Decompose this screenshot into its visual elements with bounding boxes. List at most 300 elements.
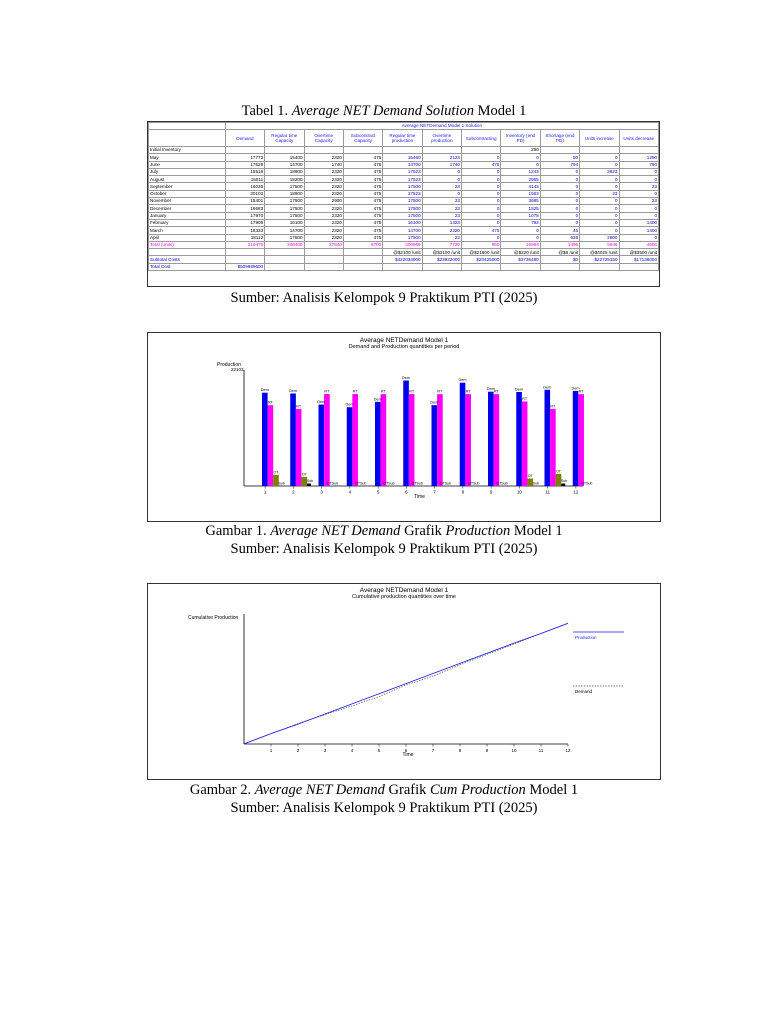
table-cell: 1740 [304, 161, 343, 168]
table-cell: 0 [580, 205, 619, 212]
table-cell: 23 [422, 212, 461, 219]
table-cell: 0 [422, 168, 461, 175]
table-cell [225, 147, 264, 154]
overtime-bar-label: OT [301, 472, 307, 477]
table-cell: 15401 [225, 198, 264, 205]
demand-bar [516, 392, 522, 486]
chart2-ylabel: Cumulative Production [188, 615, 239, 621]
demand-bar [347, 407, 353, 486]
table-cell: 19683 [225, 205, 264, 212]
chart1-x-tick-label: 8 [461, 489, 465, 495]
table-cell: 2823 [580, 168, 619, 175]
chart2-x-tick-label: 11 [538, 748, 544, 753]
regular-time-bar [494, 394, 500, 486]
table-cell: 23 [619, 183, 659, 190]
table-cell [383, 147, 422, 154]
table-cell: 0 [619, 205, 659, 212]
table-cell [343, 147, 382, 154]
regular-bar-label: RT [550, 404, 556, 409]
table-cell: 792 [501, 219, 540, 226]
regular-time-bar [550, 409, 556, 486]
table-cell: 475 [343, 219, 382, 226]
table-cell: 17909 [225, 219, 264, 226]
table-cell: 17523 [383, 176, 422, 183]
table-cell: 1078 [501, 212, 540, 219]
table-header-cell: Subcontracting [462, 130, 501, 147]
table-cell: 17629 [225, 161, 264, 168]
subtotal-cell: $17136000 [619, 256, 659, 263]
table-cell [304, 263, 343, 270]
demand-bar-label: Dem [486, 387, 495, 392]
table-cell: 16100 [383, 219, 422, 226]
chart1-x-tick-label: 2 [292, 489, 295, 495]
regular-time-bar [268, 405, 274, 486]
row-label: May [149, 154, 226, 161]
overtime-bar-label: OTSub [439, 481, 452, 486]
table-cell: 0 [540, 219, 579, 226]
table-cell: 2123 [422, 154, 461, 161]
totals-row [149, 241, 659, 248]
table-cell: 475 [343, 183, 382, 190]
table-cell: 0 [580, 227, 619, 234]
production-line [244, 623, 568, 743]
table-cell: 23 [580, 190, 619, 197]
table-cell [462, 263, 501, 270]
demand-bar-label: Dem [345, 402, 354, 407]
table-cell: 15400 [265, 154, 304, 161]
subcontract-bar-label: Sub [532, 481, 540, 486]
table-cell: 18333 [225, 227, 264, 234]
chart2-xlabel: Time [402, 752, 414, 758]
table-cell: 2320 [304, 190, 343, 197]
totals-cell: 1496 [540, 241, 579, 248]
overtime-bar-label: OT [556, 469, 561, 474]
chart1-source: Sumber: Analisis Kelompok 9 Praktikum PTI (2025) [230, 541, 538, 557]
chart2-x-tick-label: 3 [323, 748, 327, 753]
table-cell: 2900 [304, 198, 343, 205]
table-cell: 0 [501, 227, 540, 234]
table-cell: 1563 [501, 190, 540, 197]
chart2-caption-italic-b: Cum Production [430, 782, 526, 798]
table-cell [265, 147, 304, 154]
chart1-caption-italic-a: Average NET Demand [270, 523, 401, 539]
regular-bar-label: RT [409, 389, 415, 394]
unit-cost-cell [304, 249, 343, 256]
chart1-x-tick-label: 9 [489, 489, 493, 495]
table-cell: 17500 [383, 234, 422, 241]
table-row [149, 154, 659, 161]
table-cell: 18200 [265, 176, 304, 183]
overtime-bar-label: OT [527, 474, 533, 479]
overtime-bar-label: OT [273, 470, 279, 475]
table-cell: 475 [343, 190, 382, 197]
table-cell: 0 [619, 190, 659, 197]
table-cell: 23 [422, 205, 461, 212]
table-cell: 50 [540, 154, 579, 161]
table-cell: 475 [343, 168, 382, 175]
table-caption-prefix: Tabel 1. [241, 103, 289, 119]
production-bar-chart-svg [148, 333, 660, 521]
table-cell: 0 [501, 234, 540, 241]
chart1-caption-italic-b: Production [445, 523, 511, 539]
table-cell: 2320 [304, 227, 343, 234]
table-cell: 0 [619, 212, 659, 219]
table-cell: 17500 [265, 198, 304, 205]
table-cell: 23 [422, 183, 461, 190]
demand-bar [262, 393, 268, 486]
table-cell: 1400 [619, 227, 659, 234]
table-cell: 0 [462, 154, 501, 161]
subtotal-row [149, 256, 659, 263]
cumulative-line-chart-svg [148, 584, 660, 779]
table-cell: 0 [462, 168, 501, 175]
unit-cost-row [149, 249, 659, 256]
table-header-row [149, 130, 659, 147]
table-row [149, 205, 659, 212]
chart1-x-tick-label: 1 [263, 489, 267, 495]
regular-time-bar [381, 394, 387, 486]
table-cell: 1740 [422, 161, 461, 168]
table-cell: 14700 [265, 227, 304, 234]
table-cell: 1250 [619, 154, 659, 161]
table-header-cell: Overtime production [422, 130, 461, 147]
table-cell: 15516 [225, 168, 264, 175]
overtime-bar-label: OTSub [496, 481, 508, 486]
table-cell: 20103 [225, 190, 264, 197]
table-cell [422, 147, 461, 154]
table-cell: 14700 [383, 161, 422, 168]
regular-time-bar [296, 409, 302, 486]
row-label: October [149, 190, 226, 197]
chart1-caption-prefix: Gambar 1. [205, 523, 267, 539]
table-cell: 0 [540, 205, 579, 212]
total-cost-row [149, 263, 659, 270]
table-cell: 17773 [225, 154, 264, 161]
table-cell: 0 [580, 219, 619, 226]
chart1-xlabel: Time [414, 494, 425, 500]
demand-bar [375, 402, 381, 486]
chart2-caption-suffix: Model 1 [529, 782, 579, 798]
chart2-title: Average NETDemand Model 1 [359, 587, 449, 594]
table-cell: 17523 [383, 168, 422, 175]
regular-bar-label: RT [522, 397, 528, 402]
total-cost-label: Total Cost [149, 263, 226, 270]
table-cell: 0 [580, 212, 619, 219]
table-cell: 0 [540, 198, 579, 205]
demand-bar [460, 383, 466, 486]
chart1-subtitle: Demand and Production quantities per period [348, 344, 460, 350]
regular-bar-label: RT [352, 389, 358, 394]
demand-bar [319, 405, 325, 486]
demand-bar-label: Dem [571, 386, 580, 391]
solution-table [148, 122, 659, 271]
row-label: April [149, 234, 226, 241]
table-cell: 17523 [383, 190, 422, 197]
regular-bar-label: RT [296, 404, 302, 409]
total-cost-value: $509989600 [225, 263, 264, 270]
regular-bar-label: RT [578, 389, 584, 394]
chart2-caption-middle: Grafik [388, 782, 427, 798]
table-cell [580, 147, 619, 154]
chart2-caption-prefix: Gambar 2. [189, 782, 252, 798]
chart1-x-tick-label: 5 [376, 489, 380, 495]
subtotal-cell: $422034900 [383, 256, 422, 263]
row-label: November [149, 198, 226, 205]
demand-bar [403, 380, 409, 486]
table-cell: 0 [580, 154, 619, 161]
table-cell: 17500 [383, 183, 422, 190]
row-label: March [149, 227, 226, 234]
table-cell: 790 [619, 161, 659, 168]
table-cell: 0 [540, 183, 579, 190]
table-cell: 0 [422, 190, 461, 197]
table-cell: 475 [462, 227, 501, 234]
table-cell: 2320 [422, 227, 461, 234]
table-title-spacer [149, 123, 226, 130]
demand-bar-label: Dem [317, 400, 326, 405]
table-cell: 1400 [619, 219, 659, 226]
table-header-cell: Units decrease [619, 130, 659, 147]
table-cell: 1525 [501, 205, 540, 212]
table-cell: 2320 [304, 154, 343, 161]
chart2-caption-italic-a: Average NET Demand [254, 782, 385, 798]
row-label: September [149, 183, 226, 190]
table-cell: 2320 [304, 205, 343, 212]
row-label: July [149, 168, 226, 175]
table-cell [304, 147, 343, 154]
subtotal-label: Subtotal Costs [149, 256, 226, 263]
demand-bar [488, 392, 494, 486]
table-cell: 0 [501, 161, 540, 168]
row-label: August [149, 176, 226, 183]
demand-bar [545, 390, 551, 486]
totals-cell: 16984 [501, 241, 540, 248]
totals-cell: 210475 [225, 241, 264, 248]
table-header-cell: Overtime Capacity [304, 130, 343, 147]
table-cell: 475 [343, 154, 382, 161]
chart2-x-tick-label: 12 [565, 748, 571, 753]
table-cell: 0 [540, 168, 579, 175]
table-cell: 15011 [225, 176, 264, 183]
solution-table-frame [147, 121, 660, 287]
demand-bar-label: Dem [289, 388, 298, 393]
table-cell: 475 [343, 212, 382, 219]
table-cell: 0 [580, 176, 619, 183]
table-cell: 3685 [501, 198, 540, 205]
table-cell: 0 [619, 176, 659, 183]
table-cell: 2320 [304, 212, 343, 219]
table-cell: 475 [343, 161, 382, 168]
demand-bar-label: Dem [430, 400, 439, 405]
table-cell: 23 [422, 198, 461, 205]
table-cell [619, 147, 659, 154]
production-bar-chart [147, 332, 661, 522]
overtime-bar-label: OTSub [581, 481, 593, 486]
table-cell [422, 263, 461, 270]
table-cell: 0 [462, 176, 501, 183]
table-row [149, 168, 659, 175]
table-cell [462, 147, 501, 154]
chart1-x-tick-label: 11 [545, 489, 550, 495]
totals-cell: 4506 [619, 241, 659, 248]
table-cell: 2800 [580, 234, 619, 241]
overtime-bar-label: OTSub [355, 481, 367, 486]
chart2-x-tick-label: 9 [485, 748, 489, 753]
chart2-x-tick-label: 1 [269, 748, 273, 753]
table-cell: 17970 [225, 212, 264, 219]
table-caption-italic: Average NET Demand Solution [291, 103, 474, 119]
table-cell [343, 263, 382, 270]
totals-cell: 7720 [422, 241, 461, 248]
subtotal-cell: $3736480 [501, 256, 540, 263]
regular-bar-label: RT [465, 389, 471, 394]
table-cell [501, 263, 540, 270]
row-label: December [149, 205, 226, 212]
subcontract-bar [307, 484, 311, 486]
demand-bar [432, 405, 438, 486]
regular-time-bar [352, 394, 358, 486]
table-cell: 17500 [383, 198, 422, 205]
regular-bar-label: RT [380, 389, 386, 394]
regular-bar-label: RT [437, 389, 443, 394]
totals-cell: 27840 [304, 241, 343, 248]
subcontract-bar-label: Sub [560, 479, 568, 484]
table-cell: 18900 [265, 190, 304, 197]
table-caption [0, 103, 768, 120]
subcontract-bar-label: Sub [278, 481, 285, 486]
chart1-x-tick-label: 10 [516, 489, 522, 495]
table-cell: 18900 [265, 168, 304, 175]
table-cell: 17500 [265, 183, 304, 190]
table-cell: 0 [462, 212, 501, 219]
table-cell: 0 [540, 190, 579, 197]
table-cell: 0 [462, 198, 501, 205]
demand-bar-label: Dem [543, 385, 552, 390]
legend-demand-label: Demand [575, 689, 593, 694]
regular-bar-label: RT [267, 400, 273, 405]
table-cell [619, 263, 659, 270]
subtotal-cell [265, 256, 304, 263]
table-cell: 0 [619, 168, 659, 175]
chart1-caption [0, 523, 768, 540]
legend-production-label: Production [575, 635, 597, 640]
subtotal-cell [304, 256, 343, 263]
table-header-cell: Regular time production [383, 130, 422, 147]
chart1-x-tick-label: 12 [573, 489, 579, 495]
overtime-bar-label: OTSub [383, 481, 395, 486]
table-cell: 0 [580, 198, 619, 205]
regular-time-bar [578, 394, 584, 486]
table-cell: 2320 [304, 168, 343, 175]
unit-cost-cell [265, 249, 304, 256]
subtotal-cell: $22725150 [580, 256, 619, 263]
table-cell: 17500 [265, 234, 304, 241]
table-row [149, 176, 659, 183]
table-cell: 0 [540, 176, 579, 183]
regular-time-bar [465, 394, 471, 486]
unit-cost-cell: @$2100 /unit [383, 249, 422, 256]
overtime-bar-label: OTSub [468, 481, 480, 486]
table-cell: 16100 [265, 219, 304, 226]
table-cell: 0 [619, 234, 659, 241]
table-cell: 17500 [383, 212, 422, 219]
overtime-bar-label: OTSub [326, 481, 339, 486]
table-cell: 636 [540, 234, 579, 241]
table-cell: 22 [422, 234, 461, 241]
chart1-x-tick-label: 7 [433, 489, 436, 495]
chart1-x-tick-label: 4 [348, 489, 352, 495]
table-row [149, 234, 659, 241]
unit-cost-cell: @$3100 /unit [422, 249, 461, 256]
table-cell [265, 263, 304, 270]
table-cell: 15460 [383, 154, 422, 161]
table-cell [540, 147, 579, 154]
chart2-source: Sumber: Analisis Kelompok 9 Praktikum PTI (2025) [230, 800, 538, 816]
chart2-caption [0, 782, 768, 799]
table-header-corner [149, 130, 226, 147]
table-row [149, 212, 659, 219]
table-cell: 794 [540, 161, 579, 168]
chart2-x-tick-label: 8 [458, 748, 462, 753]
table-cell: 23 [619, 198, 659, 205]
table-cell [540, 263, 579, 270]
table-cell: 0 [462, 183, 501, 190]
table-cell: 0 [462, 219, 501, 226]
table-cell: 2955 [501, 176, 540, 183]
unit-cost-cell [343, 249, 382, 256]
table-cell [580, 263, 619, 270]
table-cell: 0 [501, 154, 540, 161]
table-source: Sumber: Analisis Kelompok 9 Praktikum PTI (2025) [230, 290, 538, 306]
unit-cost-cell: @$3500 /unit [619, 249, 659, 256]
chart2-x-tick-label: 4 [350, 748, 354, 753]
row-label: February [149, 219, 226, 226]
chart2-x-tick-label: 5 [377, 748, 381, 753]
chart1-title: Average NETDemand Model 1 [359, 337, 449, 344]
overtime-bar-label: OTSub [411, 481, 423, 486]
unit-cost-cell: @$21500 /unit [462, 249, 501, 256]
demand-bar-label: Dem [458, 378, 467, 383]
demand-bar-label: Dem [402, 375, 411, 380]
subtotal-cell [343, 256, 382, 263]
table-title-row [149, 123, 659, 130]
table-header-cell: Subcontract Capacity [343, 130, 382, 147]
table-header-cell: Units increase [580, 130, 619, 147]
table-cell: 0 [580, 183, 619, 190]
table-row [149, 198, 659, 205]
table-cell: 1243 [501, 168, 540, 175]
regular-bar-label: RT [324, 389, 330, 394]
chart1-x-tick-label: 6 [405, 489, 408, 495]
table-cell: 475 [343, 198, 382, 205]
cumulative-line-chart [147, 583, 661, 780]
chart1-caption-suffix: Model 1 [513, 523, 563, 539]
table-header-cell: Shortage (end PD) [540, 130, 579, 147]
totals-cell: 5646 [580, 241, 619, 248]
demand-bar-label: Dem [515, 387, 524, 392]
table-cell: 475 [343, 205, 382, 212]
subtotal-cell: $23932000 [422, 256, 461, 263]
demand-bar-label: Dem [260, 388, 269, 393]
table-header-cell: Inventory (end PD) [501, 130, 540, 147]
table-cell: 17500 [265, 205, 304, 212]
table-cell: 14700 [265, 161, 304, 168]
table-cell: 17500 [383, 205, 422, 212]
regular-bar-label: RT [493, 389, 499, 394]
table-row [149, 190, 659, 197]
table-cell: 14700 [383, 227, 422, 234]
chart1-caption-middle: Grafik [404, 523, 442, 539]
